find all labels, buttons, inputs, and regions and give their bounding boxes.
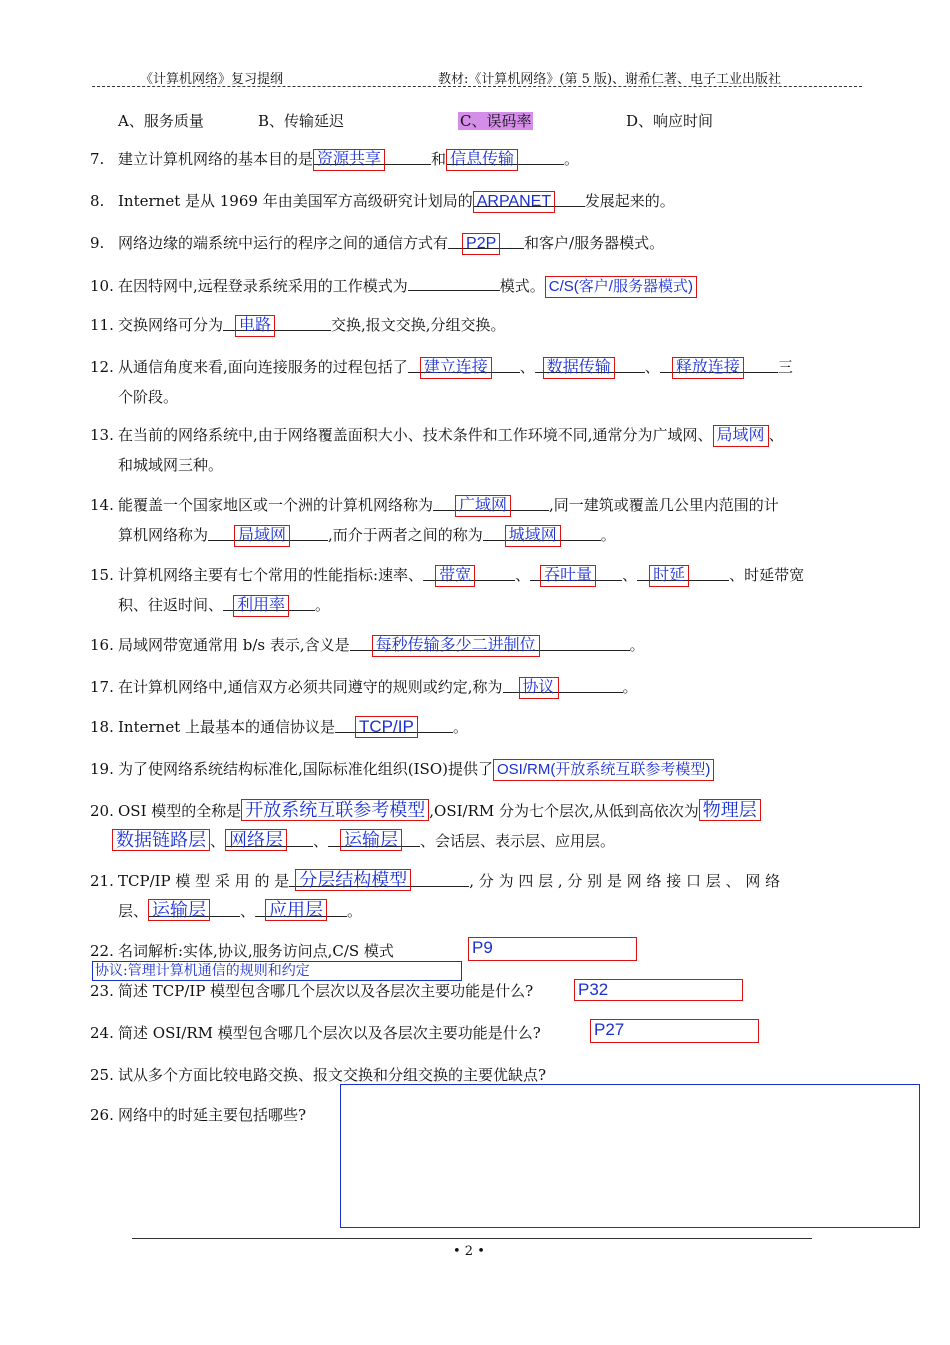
question-16: 16. 局域网带宽通常用 b/s 表示,含义是 每秒传输多少二进制位 。: [90, 630, 645, 660]
answer: 吞吐量: [540, 565, 596, 587]
answer: 网络层: [225, 829, 287, 851]
answer: TCP/IP: [355, 716, 418, 738]
question-13-cont: 和城域网三种。: [118, 456, 224, 474]
answer: 运输层: [148, 899, 210, 921]
answer: 建立连接: [420, 357, 492, 379]
answer: 利用率: [233, 595, 289, 617]
header-right: 教材:《计算机网络》(第 5 版)、谢希仁著、电子工业出版社: [438, 72, 782, 87]
answer: 城域网: [505, 525, 561, 547]
answer: 释放连接: [672, 357, 744, 379]
answer: 协议: [519, 677, 559, 699]
question-15-cont: 积、往返时间、 利用率 。: [118, 590, 330, 620]
answer: ARPANET: [473, 191, 555, 213]
question-10: 10. 在因特网中,远程登录系统采用的工作模式为 模式。 C/S(客户/服务器模式): [90, 270, 697, 301]
answer: 每秒传输多少二进制位: [372, 635, 540, 657]
answer: 时延: [649, 565, 689, 587]
option-a: A、服务质量: [118, 112, 204, 130]
header-divider: [92, 86, 862, 87]
question-26: 26. 网络中的时延主要包括哪些?: [90, 1106, 307, 1124]
question-17: 17. 在计算机网络中,通信双方必须共同遵守的规则或约定,称为 协议 。: [90, 672, 638, 702]
question-18: 18. Internet 上最基本的通信协议是 TCP/IP 。: [90, 712, 468, 742]
question-14-cont: 算机网络称为 局域网 ,而介于两者之间的称为 城域网 。: [118, 520, 616, 550]
page-number: • 2 •: [453, 1244, 485, 1259]
answer: 应用层: [265, 899, 327, 921]
question-24: 24. 简述 OSI/RM 模型包含哪几个层次以及各层次主要功能是什么?: [90, 1024, 541, 1042]
answer: 局域网: [234, 525, 290, 547]
answer-box: P32: [574, 979, 743, 1001]
answer: 物理层: [699, 799, 761, 821]
answer-area: [340, 1084, 920, 1228]
question-9: 9. 网络边缘的端系统中运行的程序之间的通信方式有 P2P 和客户/服务器模式。: [90, 228, 664, 258]
answer: 广域网: [455, 495, 511, 517]
question-8: 8. Internet 是从 1969 年由美国军方高级研究计划局的 ARPANET 发展起来的。: [90, 186, 675, 216]
answer: 局域网: [713, 425, 769, 447]
answer: 开放系统互联参考模型: [241, 799, 429, 821]
footer-divider: [132, 1238, 812, 1239]
answer: 数据链路层: [112, 829, 210, 851]
answer-box: P27: [590, 1019, 759, 1043]
question-21: 21. TCP/IP 模 型 采 用 的 是 分层结构模型 , 分 为 四 层 , 分 别 是 网 络 接 口 层 、 网 络: [90, 866, 780, 896]
answer: 运输层: [340, 829, 402, 851]
question-19: 19. 为了使网络系统结构标准化,国际标准化组织(ISO)提供了 OSI/RM(开放系统互联参考模型): [90, 754, 714, 784]
answer-box: P9: [468, 937, 637, 961]
answer: P2P: [462, 233, 500, 255]
question-7: 7. 建立计算机网络的基本目的是 资源共享 和 信息传输 。: [90, 144, 579, 174]
note-box: 协议:管理计算机通信的规则和约定: [92, 961, 462, 981]
question-13: 13. 在当前的网络系统中,由于网络覆盖面积大小、技术条件和工作环境不同,通常分为广域网、 局域网 、: [90, 420, 784, 450]
answer: 分层结构模型: [295, 869, 411, 891]
question-20-cont: 数据链路层 、 网络层 、 运输层 、会话层、表示层、应用层。: [112, 826, 615, 856]
answer: 数据传输: [543, 357, 615, 379]
option-d: D、响应时间: [626, 112, 714, 130]
question-12-cont: 个阶段。: [118, 388, 179, 406]
answer: 带宽: [435, 565, 475, 587]
header-left: 《计算机网络》复习提纲: [140, 72, 284, 87]
question-22: 22. 名词解析:实体,协议,服务访问点,C/S 模式: [90, 942, 394, 960]
question-15: 15. 计算机网络主要有七个常用的性能指标:速率、 带宽 、 吞吐量 、 时延 、时延带宽: [90, 560, 804, 590]
question-11: 11. 交换网络可分为 电路 交换,报文交换,分组交换。: [90, 310, 506, 340]
option-b: B、传输延迟: [258, 112, 345, 130]
question-23: 23. 简述 TCP/IP 模型包含哪几个层次以及各层次主要功能是什么?: [90, 982, 534, 1000]
option-c-wrap: [458, 110, 533, 131]
answer: 电路: [235, 315, 275, 337]
question-12: 12. 从通信角度来看,面向连接服务的过程包括了 建立连接 、 数据传输 、 释放连接 三: [90, 352, 793, 382]
answer: OSI/RM(开放系统互联参考模型): [493, 759, 714, 781]
option-c-highlighted: C、误码率: [460, 112, 532, 130]
question-14: 14. 能覆盖一个国家地区或一个洲的计算机网络称为 广域网 ,同一建筑或覆盖几公里内范围的计: [90, 490, 779, 520]
answer: 信息传输: [446, 149, 518, 171]
question-21-cont: 层、 运输层 、 应用层 。: [118, 896, 362, 926]
question-20: 20. OSI 模型的全称是 开放系统互联参考模型 ,OSI/RM 分为七个层次,从低到高依次为 物理层: [90, 796, 761, 826]
answer: 资源共享: [313, 149, 385, 171]
question-25: 25. 试从多个方面比较电路交换、报文交换和分组交换的主要优缺点?: [90, 1066, 547, 1084]
answer: C/S(客户/服务器模式): [545, 276, 697, 298]
